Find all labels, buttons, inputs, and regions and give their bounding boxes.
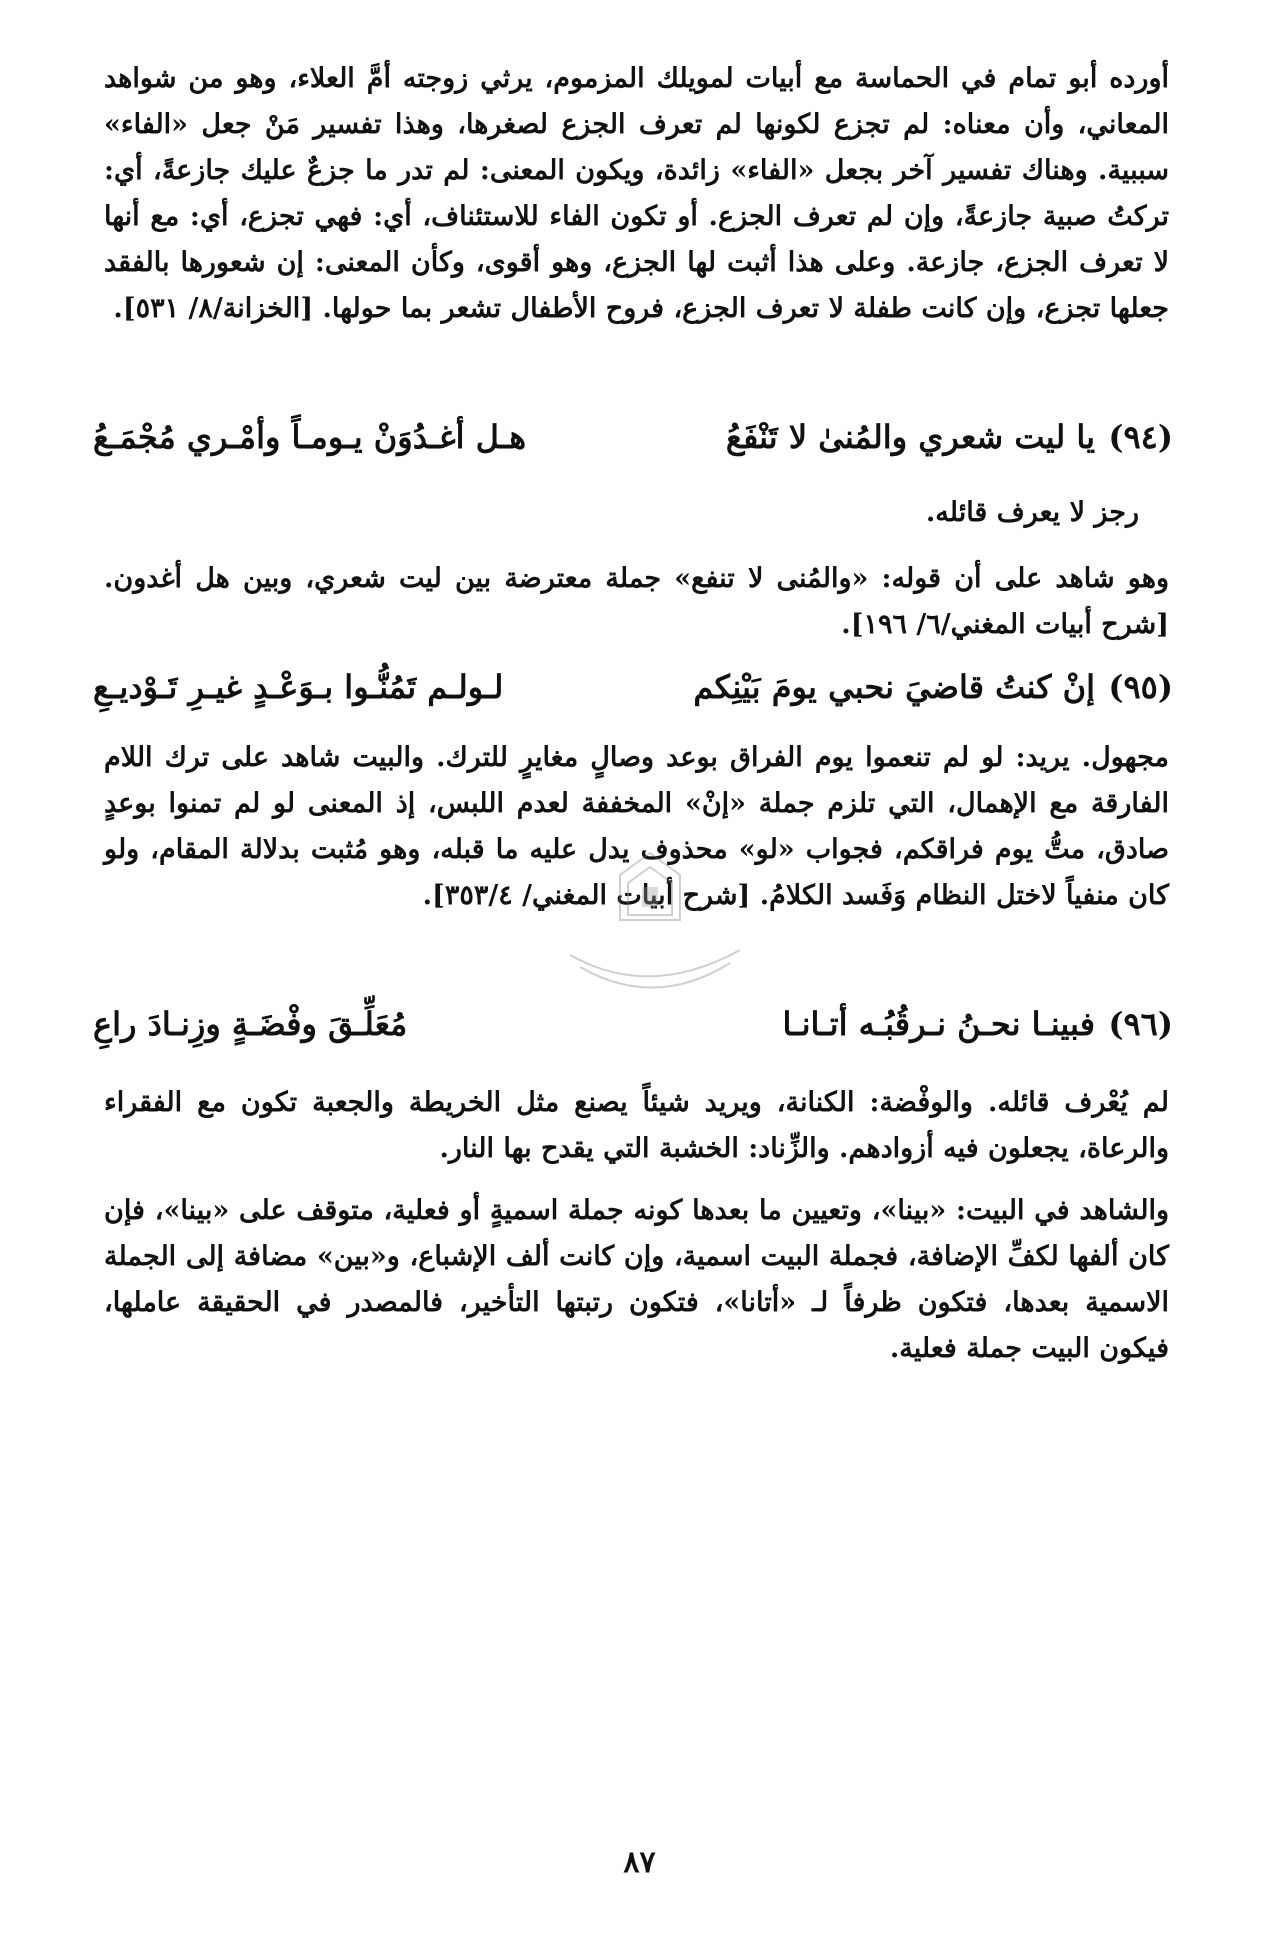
verse-first-hemistich: فبينـا نحـنُ نـرقُبُـه أتـانـا [782, 1005, 1095, 1043]
verse-95 [93, 668, 1173, 724]
verse-94-note: رجز لا يعرف قائله. [925, 497, 1139, 528]
verse-96 [93, 1005, 1173, 1061]
verse-number: (٩٥) [1108, 668, 1173, 706]
commentary-paragraph-2: وهو شاهد على أن قوله: «والمُنى لا تنفع» جملة معترضة بين ليت شعري، وبين هل أغدون. [شرح أبيات المغني/٦/ ١٩٦]. [104, 563, 1169, 640]
watermark-seal [530, 835, 770, 1005]
commentary-paragraph-4: لم يُعْرف قائله. والوفْضة: الكنانة، ويريد شيئاً يصنع مثل الخريطة والجعبة تكون مع الفقراء والرعاة، يجعلون فيه أزوادهم. والزِّناد: الخشبة التي يقدح بها النار. [104, 1087, 1169, 1164]
commentary-paragraph-3: مجهول. يريد: لو لم تنعموا يوم الفراق بوعد وصالٍ مغايرٍ للترك. والبيت شاهد على ترك اللام الفارقة مع الإهمال، التي تلزم جملة «إنْ» المخففة لعدم اللبس، إذ المعنى لو لم تمنوا بوعدٍ صادق، متُّ يوم فراقكم، فجواب «لو» محذوف يدل عليه ما قبله، وهو مُثبت بدلالة المقام، ولو كان منفياً لاختل النظام وَفَسد الكلامُ. [شرح أبيات المغني/ ٣٥٣/٤]. [104, 742, 1169, 911]
verse-94 [93, 418, 1173, 474]
verse-first-hemistich: إنْ كنتُ قاضيَ نحبي يومَ بَيْنِكم [693, 668, 1095, 706]
page-number: ٨٧ [623, 1845, 656, 1880]
verse-first-hemistich: يا ليت شعري والمُنىٰ لا تَنْفَعُ [725, 418, 1095, 456]
verse-second-hemistich: هـل أغـدُوَنْ يـومـاً وأمْـري مُجْمَـعُ [93, 418, 527, 456]
verse-number: (٩٦) [1108, 1005, 1173, 1043]
commentary-paragraph-1: أورده أبو تمام في الحماسة مع أبيات لمويلك المزموم، يرثي زوجته أمَّ العلاء، وهو من شواهد المعاني، وأن معناه: لم تجزع لكونها لم تعرف الجزع لصغرها، وهذا تفسير مَنْ جعل «الفاء» سببية. وهناك تفسير آخر بجعل «الفاء» زائدة، ويكون المعنى: لم تدر ما جزعٌ عليك جازعةً، أي: تركتُ صبية جازعةً، وإن لم تعرف الجزع. أو تكون الفاء للاستئناف، أي: فهي تجزع، أي: مع أنها لا تعرف الجزع، جازعة. وعلى هذا أثبت لها الجزع، وهو أقوى، وكأن المعنى: إن شعورها بالفقد جعلها تجزع، وإن كانت طفلة لا تعرف الجزع، فروح الأطفال تشعر بما حولها. [الخزانة/٨/ ٥٣١]. [104, 63, 1169, 324]
verse-second-hemistich: مُعَلِّـقَ وفْضَـةٍ وزِنـادَ راعِ [93, 1005, 408, 1043]
commentary-paragraph-5: والشاهد في البيت: «بينا»، وتعيين ما بعدها كونه جملة اسميةٍ أو فعلية، متوقف على «بينا»، فإن كان ألفها لكفِّ الإضافة، فجملة البيت اسمية، وإن كانت ألف الإشباع، و«بين» مضافة إلى الجملة الاسمية بعدها، فتكون ظرفاً لـ «أتانا»، فتكون رتبتها التأخير، فالمصدر في الحقيقة عاملها، فيكون البيت جملة فعلية. [104, 1195, 1169, 1364]
verse-second-hemistich: لـولـم تَمُنُّـوا بـوَعْـدٍ غيـرِ تَـوْديـعِ [93, 668, 504, 706]
verse-number: (٩٤) [1108, 418, 1173, 456]
